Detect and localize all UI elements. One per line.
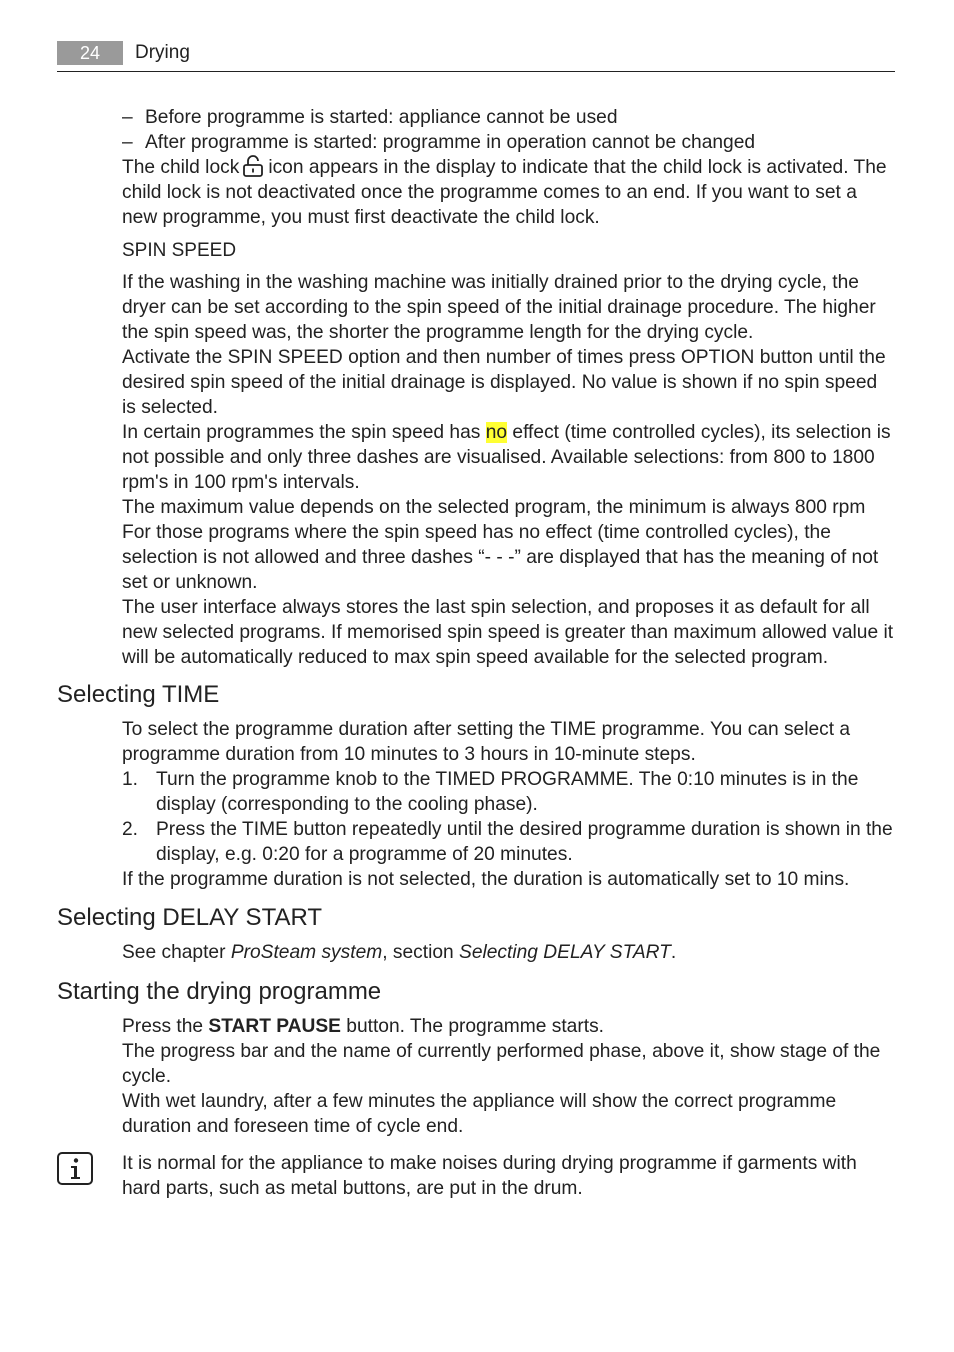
selecting-time-block (122, 717, 896, 892)
section-title: Drying (135, 42, 190, 63)
list-item: 1. Turn the programme knob to the TIMED PROGRAMME. The 0:10 minutes is in the display (corresponding to the cooling phase). (122, 769, 859, 815)
selecting-time-heading: Selecting TIME (57, 681, 220, 708)
selecting-delay-block: See chapter ProSteam system, section Selecting DELAY START. (122, 942, 677, 963)
spin-speed-paragraph: For those programs where the spin speed has no effect (time controlled cycles), the selection is not allowed and three dashes “- - -” are displayed that has the meaning of not set or unknown. (122, 522, 879, 593)
spin-speed-paragraph: If the washing in the washing machine was initially drained prior to the drying cycle, the dryer can be set according to the spin speed of the initial drainage procedure. The higher the spin speed was, the shorter the programme length for the drying cycle. (122, 272, 876, 343)
child-lock-text: The child lock icon appears in the display to indicate that the child lock is activated. The child lock is not deactivated once the programme comes to an end. If you want to set a new programme, you must first deactivate the child lock. (122, 157, 887, 228)
spin-speed-title: SPIN SPEED (122, 240, 237, 261)
child-lock-block (122, 105, 896, 670)
page-header (57, 41, 895, 72)
list-item: 2. Press the TIME button repeatedly until the desired programme duration is shown in the display, e.g. 0:20 for a programme of 20 minutes. (122, 819, 893, 865)
time-intro: To select the programme duration after setting the TIME programme. You can select a programme duration from 10 minutes to 3 hours in 10-minute steps. (122, 719, 851, 765)
list-item: – After programme is started: programme in operation cannot be changed (122, 132, 756, 153)
info-note: It is normal for the appliance to make noises during drying programme if garments with hard parts, such as metal buttons, are put in the drum. (122, 1153, 857, 1199)
spin-speed-paragraph: The user interface always stores the last spin selection, and proposes it as default for all new selected programs. If memorised spin speed is greater than maximum allowed value it will be automatically reduced to max spin speed available for the selected program. (122, 597, 894, 668)
spin-speed-paragraph: Activate the SPIN SPEED option and then number of times press OPTION button until the desired spin speed of the initial drainage is displayed. No value is shown if no spin speed is selected. (122, 347, 886, 418)
list-item: – Before programme is started: appliance cannot be used (122, 107, 618, 128)
time-outro: If the programme duration is not selected, the duration is automatically set to 10 mins. (122, 869, 850, 890)
starting-block: Press the START PAUSE button. The programme starts. The progress bar and the name of currently performed phase, above it, show stage of the cycle. With wet laundry, after a few minutes the appliance will show the correct programme duration and foreseen time of cycle end. (122, 1016, 881, 1137)
spin-speed-paragraph: In certain programmes the spin speed has no effect (time controlled cycles), its selection is not possible and only three dashes are visualised. Available selections: from 800 to 1800 rpm's in 100 rpm's intervals. (122, 422, 891, 493)
padlock-icon (242, 155, 264, 177)
starting-heading: Starting the drying programme (57, 978, 382, 1005)
page-number: 24 (57, 41, 123, 65)
selecting-delay-heading: Selecting DELAY START (57, 904, 323, 931)
info-icon (57, 1152, 93, 1185)
spin-speed-paragraph: The maximum value depends on the selected program, the minimum is always 800 rpm (122, 497, 866, 518)
highlight: no (485, 422, 508, 443)
